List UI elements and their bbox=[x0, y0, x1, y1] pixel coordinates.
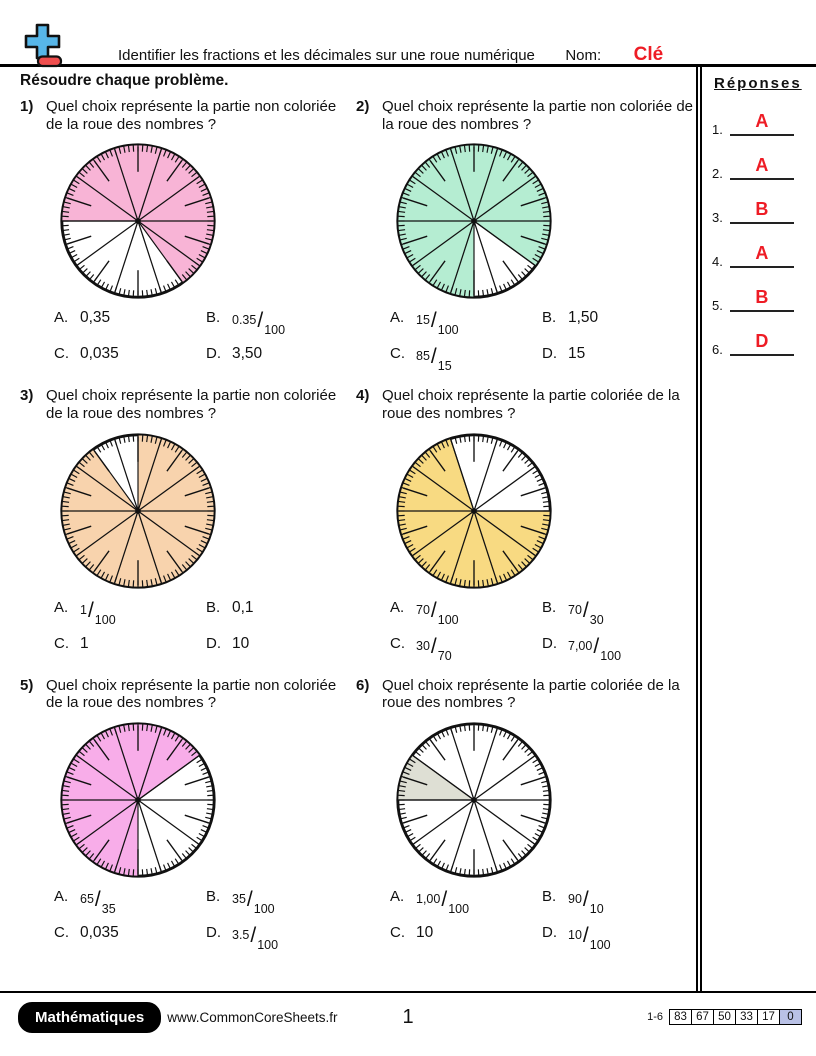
fraction-slash: / bbox=[582, 598, 589, 622]
answer-blank-line bbox=[730, 287, 794, 312]
answer-item bbox=[712, 156, 816, 180]
choice-label: D. bbox=[542, 924, 557, 942]
problem-number: 2) bbox=[356, 98, 370, 115]
number-wheel bbox=[56, 429, 356, 593]
question-text: Quel choix représente la partie non coloriée de la roue des nombres ? bbox=[382, 98, 694, 133]
fraction-slash: / bbox=[430, 598, 437, 622]
choice bbox=[542, 633, 712, 667]
brand-logo bbox=[22, 22, 66, 73]
problem bbox=[356, 677, 696, 956]
answers-column bbox=[700, 67, 816, 991]
choices bbox=[390, 886, 696, 956]
fraction-denominator: 100 bbox=[264, 323, 286, 338]
answer-item bbox=[712, 112, 816, 136]
worksheet-header bbox=[0, 0, 816, 67]
choice bbox=[54, 343, 206, 377]
question-row bbox=[356, 98, 696, 133]
choice-label: D. bbox=[206, 634, 221, 652]
choice-value bbox=[416, 307, 459, 338]
website-url: www.CommonCoreSheets.fr bbox=[167, 1009, 338, 1025]
fraction-slash: / bbox=[250, 924, 257, 948]
answer-letter: A bbox=[755, 155, 769, 175]
number-wheel bbox=[392, 718, 696, 882]
choice bbox=[542, 922, 712, 956]
answer-blank-line bbox=[730, 331, 794, 356]
choice bbox=[54, 597, 206, 631]
choice bbox=[390, 633, 542, 667]
question-text: Quel choix représente la partie coloriée de la roue des nombres ? bbox=[382, 676, 680, 712]
problem bbox=[20, 98, 356, 377]
choice-value bbox=[568, 922, 611, 953]
fraction-slash: / bbox=[582, 924, 589, 948]
answer-letter: A bbox=[755, 243, 769, 263]
fraction-numerator: 85 bbox=[416, 349, 430, 364]
choice-value: 1 bbox=[80, 634, 89, 652]
problem bbox=[356, 98, 696, 377]
choices bbox=[54, 597, 356, 667]
choice-label: C. bbox=[54, 924, 69, 942]
fraction-slash: / bbox=[246, 888, 253, 912]
choice bbox=[542, 343, 712, 377]
choice bbox=[206, 307, 376, 341]
score-cell: 33 bbox=[736, 1009, 758, 1025]
choice-value bbox=[568, 597, 604, 627]
answer-item bbox=[712, 288, 816, 312]
fraction-slash: / bbox=[430, 634, 437, 658]
choice-label: A. bbox=[54, 309, 69, 327]
choice bbox=[206, 343, 376, 377]
fraction-numerator: 70 bbox=[416, 602, 430, 617]
choice-label: D. bbox=[206, 924, 221, 942]
fraction-denominator: 15 bbox=[437, 359, 452, 374]
answer-number: 5. bbox=[712, 298, 723, 313]
choice-label: D. bbox=[542, 345, 557, 363]
name-value: Clé bbox=[633, 44, 664, 65]
choice-label: B. bbox=[206, 309, 221, 327]
choice-value: 10 bbox=[416, 924, 434, 942]
choice-value bbox=[416, 597, 459, 627]
number-wheel bbox=[56, 718, 356, 882]
fraction-denominator: 100 bbox=[437, 612, 459, 627]
choice-label: A. bbox=[54, 598, 69, 616]
choice-label: C. bbox=[54, 345, 69, 363]
choice bbox=[206, 886, 376, 920]
choice bbox=[542, 307, 712, 341]
problem bbox=[20, 387, 356, 666]
choice-value: 10 bbox=[232, 634, 250, 652]
choice bbox=[54, 633, 206, 667]
question-row bbox=[20, 677, 356, 712]
plus-icon bbox=[22, 55, 66, 72]
choice-label: B. bbox=[542, 888, 557, 906]
fraction-slash: / bbox=[593, 634, 600, 658]
score-cell: 83 bbox=[669, 1009, 692, 1025]
answer-item bbox=[712, 332, 816, 356]
answer-number: 4. bbox=[712, 254, 723, 269]
question-text: Quel choix représente la partie non coloriée de la roue des nombres ? bbox=[46, 98, 337, 133]
choice-label: B. bbox=[206, 888, 221, 906]
worksheet-footer bbox=[0, 993, 816, 1055]
choice bbox=[390, 886, 542, 920]
question-row bbox=[356, 387, 696, 422]
fraction-slash: / bbox=[87, 598, 94, 622]
choice-label: C. bbox=[390, 345, 405, 363]
choices bbox=[390, 307, 696, 377]
question-row bbox=[356, 677, 696, 712]
choice-label: B. bbox=[542, 598, 557, 616]
choice-value bbox=[232, 307, 286, 338]
choice-value: 1,50 bbox=[568, 309, 599, 327]
choice-value bbox=[232, 886, 275, 917]
choice-value: 0,1 bbox=[232, 598, 254, 616]
answer-letter: B bbox=[755, 287, 769, 307]
number-wheel bbox=[56, 139, 356, 303]
fraction-slash: / bbox=[257, 309, 264, 333]
choice-value bbox=[80, 886, 116, 917]
problem-number: 5) bbox=[20, 676, 34, 694]
answer-letter: D bbox=[755, 331, 769, 351]
fraction-numerator: 35 bbox=[232, 892, 246, 907]
choice-value: 0,035 bbox=[80, 924, 119, 942]
fraction-numerator: 0.35 bbox=[232, 313, 257, 328]
choice-value: 0,35 bbox=[80, 309, 111, 327]
page-number: 1 bbox=[402, 1005, 414, 1028]
answers-title: Réponses bbox=[714, 75, 802, 92]
problem bbox=[20, 677, 356, 956]
fraction-denominator: 100 bbox=[589, 938, 611, 953]
choice bbox=[206, 922, 376, 956]
choice bbox=[206, 633, 376, 667]
choice-value bbox=[232, 922, 279, 953]
choice bbox=[54, 307, 206, 341]
choice-label: A. bbox=[54, 888, 69, 906]
score-cell: 0 bbox=[780, 1009, 802, 1025]
choices bbox=[54, 886, 356, 956]
problem-number: 6) bbox=[356, 676, 370, 694]
answer-letter: B bbox=[755, 199, 769, 219]
choice bbox=[54, 886, 206, 920]
choice-value bbox=[568, 633, 622, 663]
fraction-denominator: 35 bbox=[101, 902, 116, 917]
problem-number: 3) bbox=[20, 387, 34, 405]
fraction-numerator: 3.5 bbox=[232, 928, 250, 943]
question-text: Quel choix représente la partie non coloriée de la roue des nombres ? bbox=[46, 676, 337, 712]
fraction-slash: / bbox=[430, 345, 437, 369]
choice-value bbox=[568, 886, 604, 917]
question-text: Quel choix représente la partie non coloriée de la roue des nombres ? bbox=[46, 387, 337, 423]
choice-label: B. bbox=[206, 598, 221, 616]
choice bbox=[54, 922, 206, 956]
problems-grid bbox=[0, 92, 696, 956]
fraction-denominator: 100 bbox=[600, 648, 622, 663]
fraction-slash: / bbox=[441, 888, 448, 912]
question-row bbox=[20, 387, 356, 422]
fraction-denominator: 100 bbox=[448, 902, 470, 917]
answer-blank-line bbox=[730, 155, 794, 180]
choice-label: A. bbox=[390, 888, 405, 906]
fraction-numerator: 30 bbox=[416, 638, 430, 653]
choice bbox=[390, 343, 542, 377]
choice-label: B. bbox=[542, 309, 557, 327]
choice-value bbox=[80, 597, 116, 627]
choice-value bbox=[416, 633, 452, 663]
fraction-denominator: 100 bbox=[253, 902, 275, 917]
brand-badge: Mathématiques bbox=[18, 1002, 161, 1033]
score-cell: 50 bbox=[714, 1009, 736, 1025]
number-wheel bbox=[392, 139, 696, 303]
answer-item bbox=[712, 244, 816, 268]
choices bbox=[54, 307, 356, 377]
fraction-denominator: 70 bbox=[437, 648, 452, 663]
fraction-slash: / bbox=[94, 888, 101, 912]
answer-number: 2. bbox=[712, 166, 723, 181]
choice-value: 3,50 bbox=[232, 345, 263, 363]
problem-number: 1) bbox=[20, 98, 34, 115]
choice-value bbox=[416, 886, 470, 917]
problem-number: 4) bbox=[356, 387, 370, 405]
fraction-numerator: 10 bbox=[568, 928, 582, 943]
choice bbox=[390, 597, 542, 631]
number-wheel bbox=[392, 429, 696, 593]
instruction-text: Résoudre chaque problème. bbox=[20, 72, 229, 89]
choice bbox=[542, 597, 712, 631]
answer-blank-line bbox=[730, 199, 794, 224]
choices bbox=[390, 597, 696, 667]
score-cell: 67 bbox=[692, 1009, 714, 1025]
answer-number: 6. bbox=[712, 342, 723, 357]
fraction-numerator: 1 bbox=[80, 602, 87, 617]
answers-list bbox=[712, 112, 816, 356]
choice bbox=[206, 597, 376, 631]
choice-label: C. bbox=[54, 634, 69, 652]
fraction-numerator: 7,00 bbox=[568, 638, 593, 653]
answer-blank-line bbox=[730, 111, 794, 136]
fraction-slash: / bbox=[430, 309, 437, 333]
answer-letter: A bbox=[755, 111, 769, 131]
fraction-numerator: 65 bbox=[80, 892, 94, 907]
choice-value: 0,035 bbox=[80, 345, 119, 363]
fraction-numerator: 70 bbox=[568, 602, 582, 617]
choice-value bbox=[416, 343, 452, 374]
choice bbox=[390, 922, 542, 956]
fraction-denominator: 100 bbox=[437, 323, 459, 338]
choice-label: C. bbox=[390, 924, 405, 942]
choice-label: D. bbox=[206, 345, 221, 363]
score-range-label: 1-6 bbox=[647, 1011, 663, 1023]
choice bbox=[390, 307, 542, 341]
page-title: Identifier les fractions et les décimales sur une roue numérique bbox=[118, 47, 535, 64]
question-row bbox=[20, 98, 356, 133]
content-area bbox=[0, 67, 816, 993]
fraction-denominator: 30 bbox=[589, 612, 604, 627]
choice-value: 15 bbox=[568, 345, 586, 363]
fraction-denominator: 10 bbox=[589, 902, 604, 917]
answer-number: 3. bbox=[712, 210, 723, 225]
fraction-denominator: 100 bbox=[94, 612, 116, 627]
problems-area bbox=[0, 67, 698, 991]
answer-item bbox=[712, 200, 816, 224]
choice-label: C. bbox=[390, 634, 405, 652]
fraction-numerator: 1,00 bbox=[416, 892, 441, 907]
choice-label: D. bbox=[542, 634, 557, 652]
score-cell: 17 bbox=[758, 1009, 780, 1025]
choice-label: A. bbox=[390, 309, 405, 327]
fraction-numerator: 90 bbox=[568, 892, 582, 907]
fraction-slash: / bbox=[582, 888, 589, 912]
choice bbox=[542, 886, 712, 920]
name-label: Nom: bbox=[565, 47, 602, 64]
choice-label: A. bbox=[390, 598, 405, 616]
problem bbox=[356, 387, 696, 666]
fraction-denominator: 100 bbox=[257, 938, 279, 953]
answer-number: 1. bbox=[712, 122, 723, 137]
answer-blank-line bbox=[730, 243, 794, 268]
question-text: Quel choix représente la partie coloriée de la roue des nombres ? bbox=[382, 387, 680, 423]
fraction-numerator: 15 bbox=[416, 313, 430, 328]
